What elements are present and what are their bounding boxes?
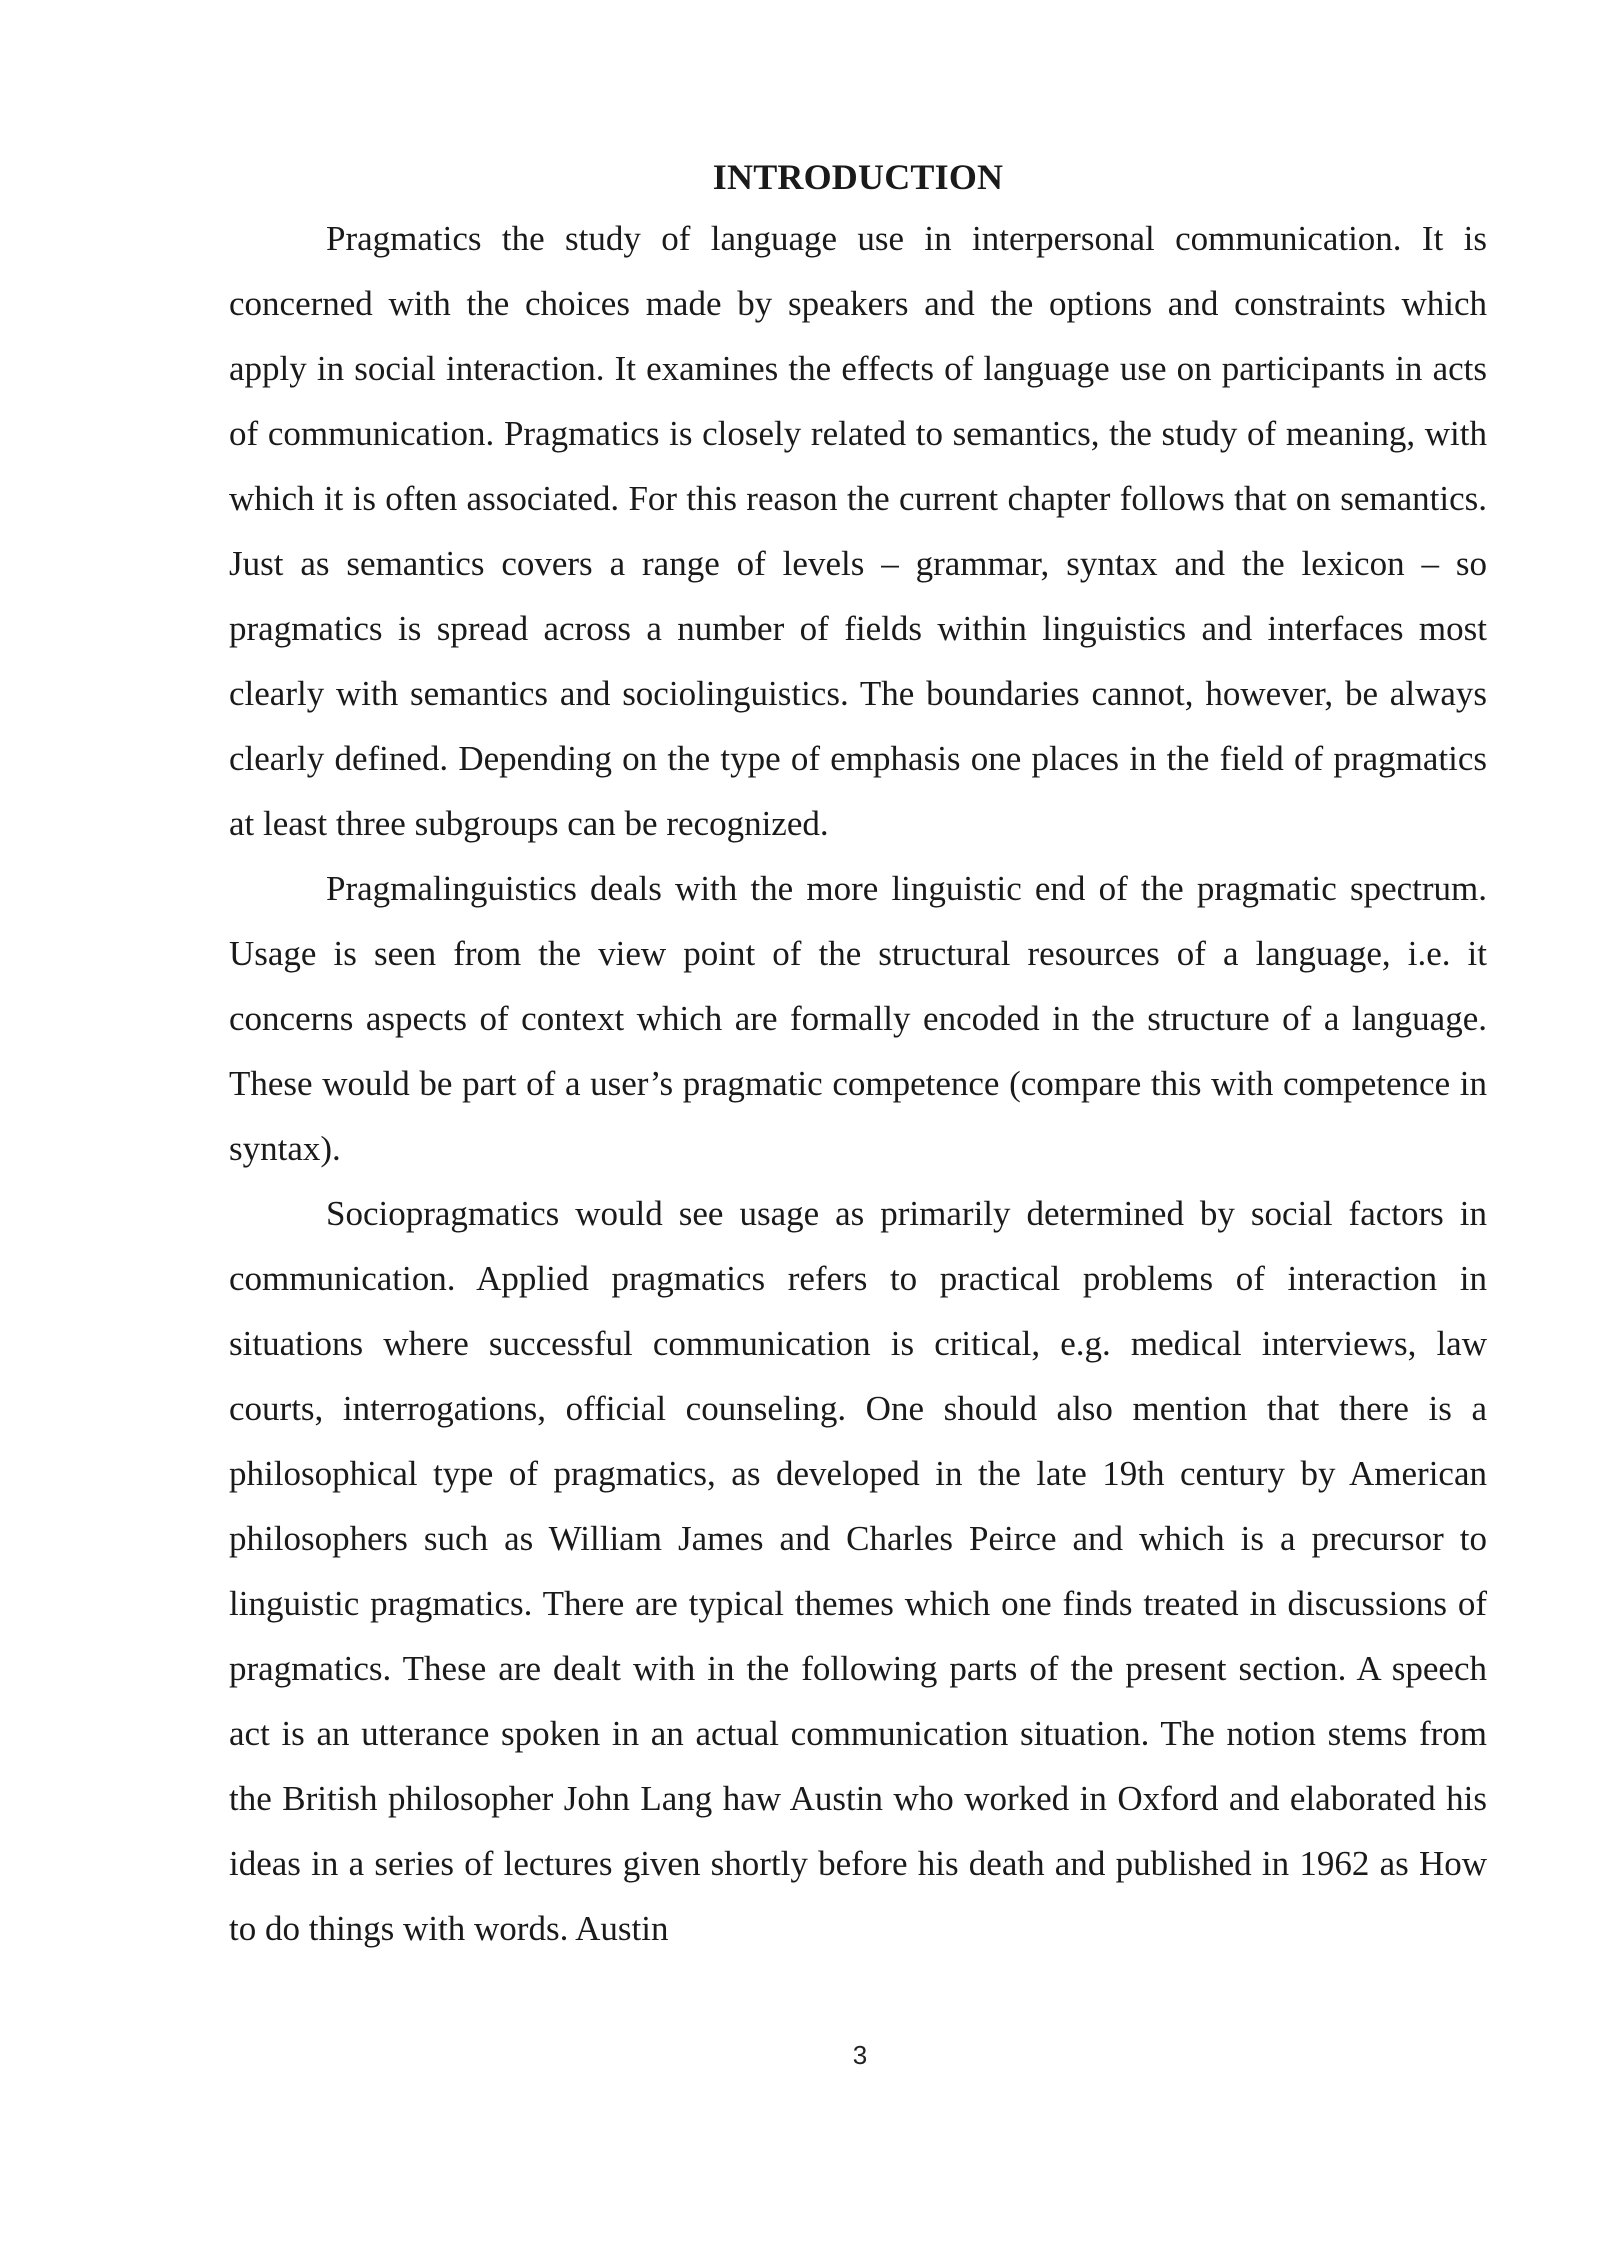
page-number: 3 [852, 2040, 868, 2070]
page-body [229, 148, 1487, 1961]
page-title: INTRODUCTION [712, 157, 1004, 197]
paragraph-pragmalinguistics: Pragmalinguistics deals with the more linguistic end of the pragmatic spectrum. Usage is seen from the view point of the structural resources of a language, i.e. it concerns aspects of context which are formally encoded in the structure of a language. These would be part of a user’s pragmatic competence (compare this with competence in syntax). [229, 869, 1487, 1168]
paragraph-pragmatics: Pragmatics the study of language use in interpersonal communication. It is concerned with the choices made by speakers and the options and constraints which apply in social interaction. It examines the effects of language use on participants in acts of communication. Pragmatics is closely related to semantics, the study of meaning, with which it is often associated. For this reason the current chapter follows that on semantics. Just as semantics covers a range of levels – grammar, syntax and the lexicon – so pragmatics is spread across a number of fields within linguistics and interfaces most clearly with semantics and sociolinguistics. The boundaries cannot, however, be always clearly defined. Depending on the type of emphasis one places in the field of pragmatics at least three subgroups can be recognized. [229, 219, 1487, 843]
paragraph-sociopragmatics: Sociopragmatics would see usage as primarily determined by social factors in communication. Applied pragmatics refers to practical problems of interaction in situations where successful communication is critical, e.g. medical interviews, law courts, interrogations, official counseling. One should also mention that there is a philosophical type of pragmatics, as developed in the late 19th century by American philosophers such as William James and Charles Peirce and which is a precursor to linguistic pragmatics. There are typical themes which one finds treated in discussions of pragmatics. These are dealt with in the following parts of the present section. A speech act is an utterance spoken in an actual communication situation. The notion stems from the British philosopher John Lang haw Austin who worked in Oxford and elaborated his ideas in a series of lectures given shortly before his death and published in 1962 as How to do things with words. Austin [229, 1194, 1487, 1948]
